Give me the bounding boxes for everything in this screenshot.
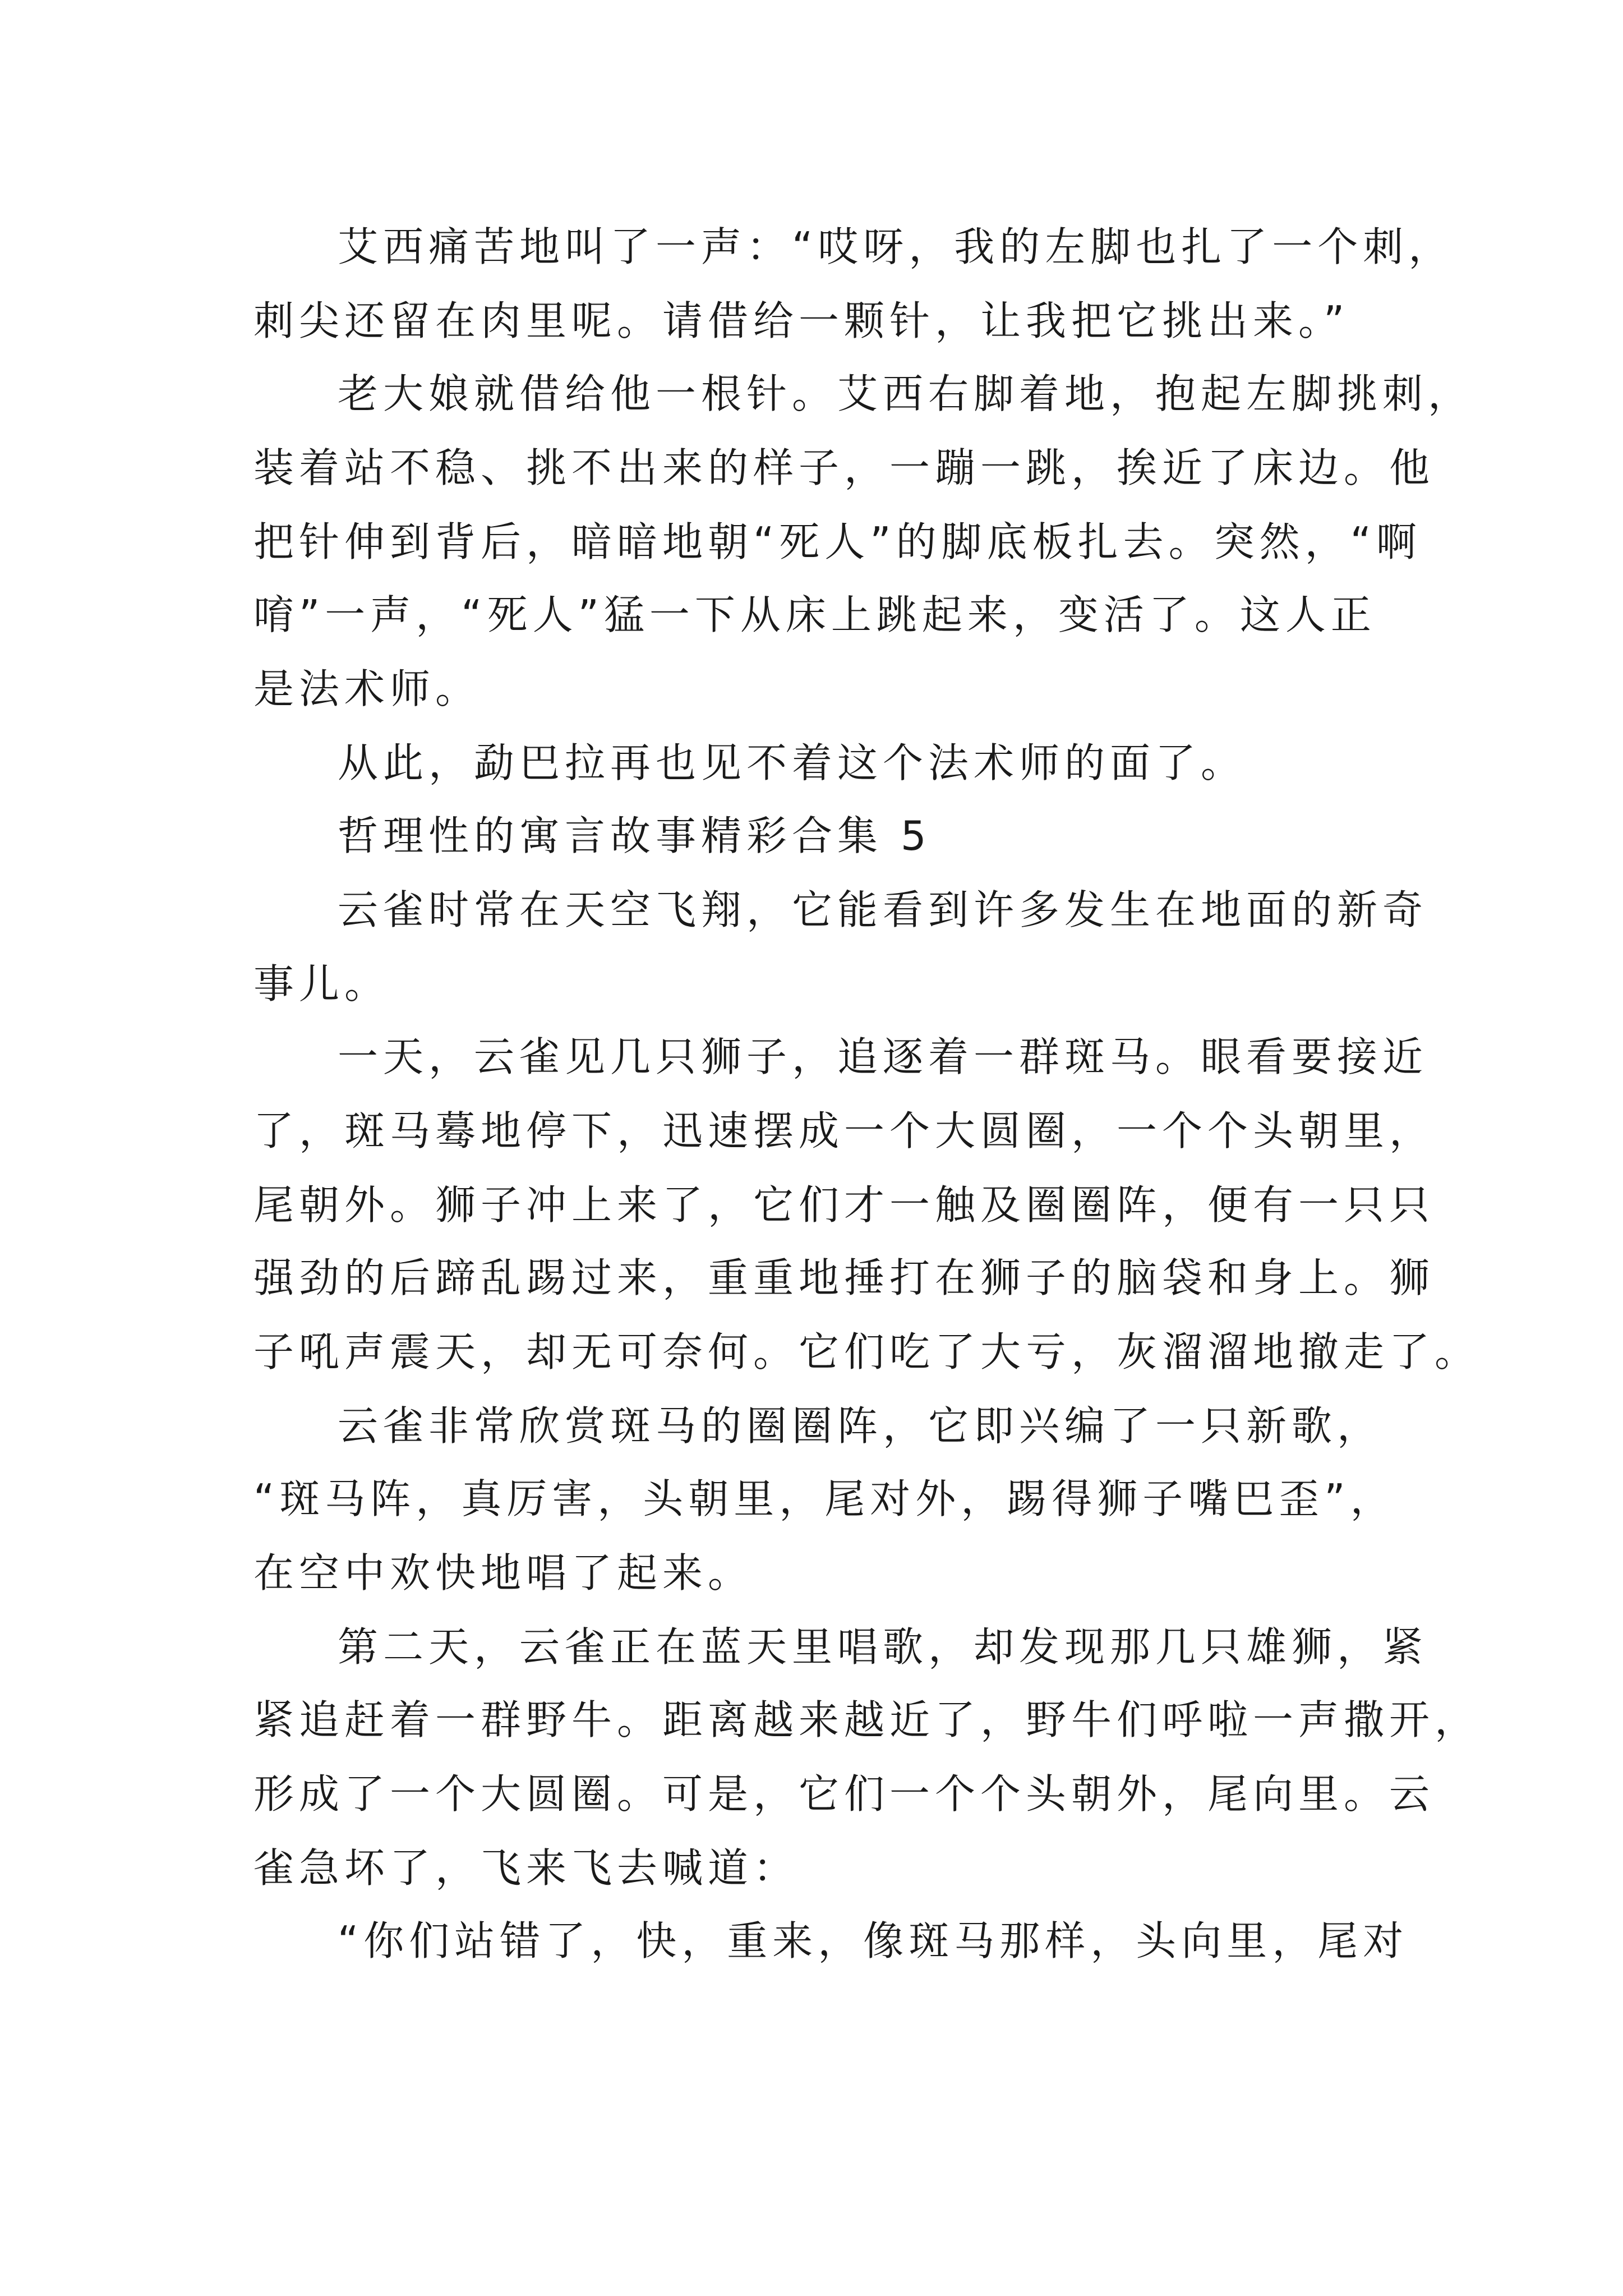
- text-line: 在空中欢快地唱了起来。: [253, 1549, 754, 1596]
- text-line: 老大娘就借给他一根针。艾西右脚着地，抱起左脚挑刺，: [338, 370, 1474, 417]
- text-line: 唷”一声，“死人”猛一下从床上跳起来，变活了。这人正: [253, 591, 1376, 638]
- text-line: 云雀非常欣赏斑马的圈圈阵，它即兴编了一只新歌，: [338, 1402, 1383, 1450]
- section-heading: 哲理性的寓言故事精彩合集 5: [338, 812, 932, 859]
- text-line: 形成了一个大圆圈。可是，它们一个个头朝外，尾向里。云: [253, 1770, 1435, 1818]
- text-line: 装着站不稳、挑不出来的样子，一蹦一跳，挨近了床边。他: [253, 444, 1435, 491]
- text-line: 尾朝外。狮子冲上来了，它们才一触及圈圈阵，便有一只只: [253, 1181, 1435, 1228]
- text-line: 是法术师。: [253, 665, 481, 712]
- text-line: 雀急坏了，飞来飞去喊道：: [253, 1844, 799, 1892]
- text-line: 了，斑马蓦地停下，迅速摆成一个大圆圈，一个个头朝里，: [253, 1107, 1435, 1154]
- text-line: 强劲的后蹄乱踢过来，重重地捶打在狮子的脑袋和身上。狮: [253, 1254, 1435, 1301]
- text-line: “你们站错了，快，重来，像斑马那样，头向里，尾对: [338, 1917, 1409, 1964]
- text-line: 一天，云雀见几只狮子，追逐着一群斑马。眼看要接近: [338, 1033, 1428, 1080]
- text-line: 把针伸到背后，暗暗地朝“死人”的脚底板扎去。突然，“啊: [253, 518, 1422, 565]
- text-line: 子吼声震天，却无可奈何。它们吃了大亏，灰溜溜地撤走了。: [253, 1328, 1481, 1375]
- text-line: 从此，勐巴拉再也见不着这个法术师的面了。: [338, 739, 1247, 786]
- text-line: 第二天，云雀正在蓝天里唱歌，却发现那几只雄狮，紧: [338, 1623, 1428, 1671]
- text-line: 艾西痛苦地叫了一声：“哎呀，我的左脚也扎了一个刺，: [338, 223, 1454, 270]
- text-line: 紧追赶着一群野牛。距离越来越近了，野牛们呼啦一声撒开，: [253, 1696, 1481, 1743]
- text-line: 刺尖还留在肉里呢。请借给一颗针，让我把它挑出来。”: [253, 297, 1350, 344]
- text-line: “斑马阵，真厉害，头朝里，尾对外，踢得狮子嘴巴歪”，: [253, 1475, 1396, 1522]
- text-line: 云雀时常在天空飞翔，它能看到许多发生在地面的新奇: [338, 886, 1428, 933]
- text-line: 事儿。: [253, 960, 390, 1007]
